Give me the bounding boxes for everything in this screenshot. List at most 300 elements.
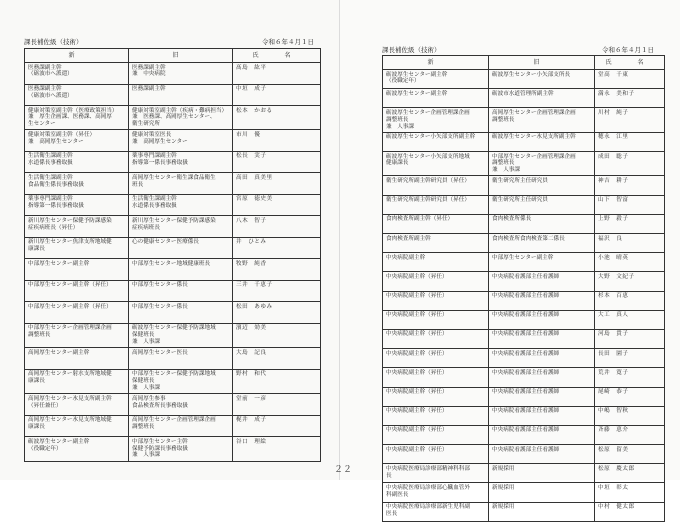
old-position-cell <box>489 132 595 151</box>
new-position-line: 砺波厚生センター副主幹 <box>386 71 448 78</box>
table-row <box>383 70 665 89</box>
new-position-line: 中央病院医療局診療部心臓血管外 <box>386 484 470 491</box>
table-row <box>383 291 665 310</box>
old-position-cell <box>489 272 595 291</box>
new-position-cell <box>25 259 129 281</box>
old-position-cell <box>129 348 233 370</box>
table-row <box>25 394 321 416</box>
old-position-line: 中部厚生センター主幹 <box>132 438 188 445</box>
person-name-cell: 小池 晴英 <box>595 253 665 272</box>
new-position-line: 食肉検査所副主幹（昇任） <box>386 216 454 223</box>
old-position-line: 砺波厚生センター保健予防課地域 <box>132 325 216 332</box>
old-position-line: 心の健康センター医療係長 <box>132 239 199 246</box>
column-header-new: 新 <box>383 56 489 70</box>
person-name-cell: 成田 聡子 <box>595 152 665 176</box>
new-position-cell <box>25 280 129 302</box>
old-position-cell <box>489 387 595 406</box>
old-position-cell <box>129 394 233 416</box>
old-position-cell <box>489 253 595 272</box>
new-position-line: 兼 高岡厚生センター <box>28 138 84 145</box>
new-position-cell <box>383 368 489 387</box>
new-position-cell <box>383 464 489 483</box>
new-position-cell <box>25 237 129 259</box>
new-position-line: 高岡厚生センター射水支所地域健 <box>28 371 112 378</box>
table-row <box>25 173 321 195</box>
old-position-line: 中央病院看護部主任看護師 <box>492 293 560 300</box>
old-position-cell <box>129 302 233 324</box>
left-page-title: 課長補佐級（技術） <box>24 38 83 46</box>
person-name-cell: 高田 真美里 <box>233 173 321 195</box>
table-row <box>383 425 665 444</box>
table-row <box>383 502 665 521</box>
old-position-line: 調整班長 <box>132 424 155 431</box>
new-position-cell <box>25 302 129 324</box>
table-row <box>383 253 665 272</box>
old-position-cell <box>489 214 595 233</box>
old-position-line: 中央病院看護部主任看護師 <box>492 408 560 415</box>
new-position-cell <box>25 348 129 370</box>
person-name-cell: 上野 殺子 <box>595 214 665 233</box>
new-position-line: 中部厚生センター副主幹（昇任） <box>28 282 112 289</box>
old-position-cell <box>129 369 233 393</box>
new-position-line: 薬事専門課副主幹 <box>28 196 73 203</box>
person-name-cell: 谷口 理絵 <box>233 437 321 461</box>
person-name-cell: 斉藤 恵介 <box>595 425 665 444</box>
table-row <box>383 214 665 233</box>
right-table-body <box>383 70 665 522</box>
new-position-line: 健康対策室副主幹（昇任） <box>28 131 96 138</box>
old-position-line: 中央病院看護部主任看護師 <box>492 331 560 338</box>
new-position-cell <box>25 84 129 106</box>
new-position-line: 中央病院副主幹 <box>386 254 426 261</box>
old-position-line: 中部厚生センター係長 <box>132 303 188 310</box>
old-position-line: 兼 人事課 <box>132 339 160 346</box>
new-position-line: 中央病院副主幹（昇任） <box>386 350 448 357</box>
new-position-line: 高岡厚生センター氷見支所副主幹 <box>28 395 112 402</box>
person-name-cell: 松田 あゆみ <box>233 302 321 324</box>
table-row <box>383 349 665 368</box>
old-position-line: 食肉検査所食肉検査第二係長 <box>492 235 565 242</box>
old-position-line: 高岡厚生センター企画管理課企画 <box>492 109 576 116</box>
new-position-cell <box>383 253 489 272</box>
old-position-line: 兼 中央病院 <box>132 71 166 78</box>
new-position-cell <box>383 234 489 253</box>
old-position-line: 症疾病班長 <box>132 224 160 231</box>
new-position-line: 医長 <box>386 510 398 517</box>
new-position-line: （役職定年） <box>386 78 420 85</box>
column-header-name: 氏 名 <box>233 49 321 63</box>
old-position-line: 中央病院看護部主任看護師 <box>492 369 560 376</box>
person-name-cell: 神吉 耕子 <box>595 176 665 195</box>
old-position-line: 水道係長事務取扱 <box>132 203 177 210</box>
person-name-cell: 穂永 江里 <box>595 132 665 151</box>
old-position-cell <box>129 237 233 259</box>
old-position-cell <box>129 194 233 216</box>
old-position-cell <box>489 329 595 348</box>
table-row <box>25 130 321 152</box>
old-position-line: 中部厚生センター地域健康班長 <box>132 260 211 267</box>
old-position-cell <box>129 106 233 130</box>
new-position-line: 中央病院副主幹（昇任） <box>386 427 448 434</box>
old-position-cell <box>489 310 595 329</box>
table-row <box>383 108 665 132</box>
old-position-cell <box>489 70 595 89</box>
left-page-date: 令和６年４月１日 <box>262 38 314 46</box>
new-position-line: 新川厚生センター魚津支所地域健 <box>28 239 112 246</box>
old-position-line: 中央病院看護部主任看護師 <box>492 350 560 357</box>
new-position-line: 砺波厚生センター小矢部支所副主幹 <box>386 134 476 141</box>
new-position-line: 衛生研究所副主幹研究員（昇任） <box>386 197 470 204</box>
new-position-cell <box>383 406 489 425</box>
table-row <box>383 234 665 253</box>
old-position-line: 指導第一係長事務取扱 <box>132 160 188 167</box>
new-position-cell <box>25 437 129 461</box>
table-row <box>25 323 321 347</box>
table-row <box>383 272 665 291</box>
person-name-cell: 河島 貴子 <box>595 329 665 348</box>
table-row <box>383 464 665 483</box>
old-position-line: 衛生研究所主任研究員 <box>492 197 548 204</box>
table-row <box>25 369 321 393</box>
new-position-line: 砺波厚生センター企画管理課企画 <box>386 109 470 116</box>
person-name-cell: 大島 記良 <box>233 348 321 370</box>
old-position-line: 新規採用 <box>492 504 515 511</box>
person-name-cell: 八木 智子 <box>233 216 321 238</box>
new-position-line: 中央病院副主幹（昇任） <box>386 408 448 415</box>
person-name-cell: 松長 実子 <box>233 151 321 173</box>
old-position-line: 保健班長 <box>132 378 155 385</box>
old-position-line: 砺波市水道管理所副主幹 <box>492 90 554 97</box>
old-position-line: 高岡厚生センター企画管理課企画 <box>132 417 216 424</box>
new-position-line: 生センター <box>28 121 56 128</box>
left-personnel-table <box>24 48 321 462</box>
table-row <box>383 368 665 387</box>
new-position-line: 調整班長 <box>28 332 51 339</box>
person-name-cell: 中垣 彰太 <box>595 483 665 502</box>
table-row <box>25 151 321 173</box>
new-position-line: 健康対策室副主幹（医療政策担当） <box>28 107 118 114</box>
table-row <box>383 445 665 464</box>
table-row <box>383 387 665 406</box>
person-name-cell: 梶井 成子 <box>233 415 321 437</box>
old-position-cell <box>129 280 233 302</box>
new-position-cell <box>383 502 489 521</box>
old-position-line: 班長 <box>132 181 144 188</box>
table-row <box>25 63 321 85</box>
old-position-line: 兼 高岡厚生センター <box>132 138 188 145</box>
new-position-line: 康課長 <box>28 246 45 253</box>
old-position-line: 兼 人事課 <box>492 167 520 174</box>
right-page-date: 令和６年４月１日 <box>602 46 654 54</box>
table-row <box>25 216 321 238</box>
new-position-cell <box>383 272 489 291</box>
new-position-line: 中央病院医療局診療部新生児科副 <box>386 504 470 511</box>
new-position-cell <box>383 89 489 108</box>
new-position-line: 症疾病班長（昇任） <box>28 224 79 231</box>
new-position-line: 調整班長 <box>386 116 409 123</box>
old-position-line: 中央病院看護部主任看護師 <box>492 273 560 280</box>
old-position-line: 砺波厚生センター小矢部支所長 <box>492 71 571 78</box>
old-position-line: 新規採用 <box>492 465 515 472</box>
table-row <box>25 259 321 281</box>
table-row <box>383 329 665 348</box>
table-row <box>383 406 665 425</box>
new-position-cell <box>383 310 489 329</box>
new-position-line: 中央病院副主幹（昇任） <box>386 273 448 280</box>
old-position-line: 健康対策室副主幹（疾病・難病担当） <box>132 107 228 114</box>
table-row <box>25 280 321 302</box>
old-position-line: 新規採用 <box>492 484 515 491</box>
new-position-line: 長 <box>386 472 392 479</box>
old-position-cell <box>489 176 595 195</box>
right-page-title: 課長補佐級（技術） <box>382 46 441 54</box>
left-page <box>0 0 340 480</box>
old-position-line: 中部厚生センター副主幹 <box>492 254 554 261</box>
table-row <box>383 132 665 151</box>
new-position-line: 砺波厚生センター副主幹 <box>386 90 448 97</box>
old-position-cell <box>489 349 595 368</box>
old-position-cell <box>129 130 233 152</box>
new-position-line: 康課長 <box>28 424 45 431</box>
new-position-line: 生活衛生課副主幹 <box>28 153 73 160</box>
new-position-line: 新川厚生センター保健予防課感染 <box>28 217 112 224</box>
person-name-cell: 中嶋 智秋 <box>595 406 665 425</box>
old-position-cell <box>129 415 233 437</box>
old-position-line: 中央病院看護部主任看護師 <box>492 312 560 319</box>
old-position-line: 保健班長 <box>132 332 155 339</box>
new-position-line: 中央病院副主幹（昇任） <box>386 389 448 395</box>
old-position-cell <box>489 425 595 444</box>
new-position-cell <box>383 329 489 348</box>
old-position-line: 中央病院看護部主任看護師 <box>492 427 560 434</box>
old-position-cell <box>129 323 233 347</box>
person-name-cell: 尾崎 恭子 <box>595 387 665 406</box>
table-row <box>25 84 321 106</box>
new-position-line: 康課長 <box>28 378 45 385</box>
old-position-cell <box>489 368 595 387</box>
old-position-line: 砺波厚生センター氷見支所副主幹 <box>492 134 576 141</box>
old-position-line: 中央病院看護部主任看護師 <box>492 446 560 453</box>
table-row <box>383 152 665 176</box>
old-position-line: 食肉検査所係長 <box>492 216 532 223</box>
table-header-row <box>383 56 665 70</box>
new-position-line: 食品衛生係長事務取扱 <box>28 181 84 188</box>
new-position-line: 中央病院副主幹（昇任） <box>386 293 448 300</box>
table-row <box>25 106 321 130</box>
old-position-cell <box>489 234 595 253</box>
table-row <box>25 302 321 324</box>
new-position-cell <box>383 387 489 406</box>
old-position-cell <box>489 291 595 310</box>
person-name-cell: 松原 慶太郎 <box>595 464 665 483</box>
new-position-cell <box>383 152 489 176</box>
column-header-old: 旧 <box>489 56 595 70</box>
person-name-cell: 井 ひとみ <box>233 237 321 259</box>
old-position-cell <box>129 84 233 106</box>
old-position-line: 衛生研究所主任研究員 <box>492 177 548 184</box>
new-position-cell <box>383 445 489 464</box>
person-name-cell: 髙島 紘平 <box>233 63 321 85</box>
old-position-cell <box>489 406 595 425</box>
old-position-line: 調整班長 <box>492 116 515 123</box>
old-position-cell <box>489 445 595 464</box>
new-position-line: 衛生研究所副主幹研究員（昇任） <box>386 177 470 184</box>
old-position-line: 中部厚生センター係長 <box>132 282 188 289</box>
person-name-cell: 濱辺 効美 <box>233 323 321 347</box>
person-name-cell: 野村 和代 <box>233 369 321 393</box>
new-position-cell <box>25 323 129 347</box>
new-position-line: 中央病院副主幹（昇任） <box>386 331 448 338</box>
new-position-line: 中部厚生センター企画管理課企画 <box>28 325 112 332</box>
person-name-cell: 市川 優 <box>233 130 321 152</box>
old-position-line: 医務課副主幹 <box>132 86 166 92</box>
new-position-line: 中央病院副主幹（昇任） <box>386 369 448 376</box>
person-name-cell: 川村 純子 <box>595 108 665 132</box>
new-position-line: 兼 人事課 <box>386 123 414 130</box>
new-position-cell <box>383 108 489 132</box>
person-name-cell: 牧野 純香 <box>233 259 321 281</box>
person-name-cell: 満永 美和子 <box>595 89 665 108</box>
column-header-name: 氏 名 <box>595 56 665 70</box>
new-position-line: 砺波厚生センター副主幹 <box>28 438 90 445</box>
new-position-cell <box>25 194 129 216</box>
new-position-cell <box>383 70 489 89</box>
new-position-line: 健康課長 <box>386 160 409 167</box>
person-name-cell: 大工 真人 <box>595 310 665 329</box>
left-table-body <box>25 63 321 462</box>
new-position-line: （砺波市へ派遣） <box>28 71 73 78</box>
new-position-cell <box>383 349 489 368</box>
new-position-line: 生活衛生課副主幹 <box>28 174 73 181</box>
page-number: ２２ <box>334 465 353 475</box>
new-position-cell <box>25 130 129 152</box>
table-row <box>25 237 321 259</box>
new-position-line: 高岡厚生センター氷見支所地域健 <box>28 417 112 424</box>
new-position-line: 中部厚生センター副主幹 <box>28 260 90 267</box>
new-position-line: 兼 厚生企画課、医務課、高岡厚 <box>28 114 112 121</box>
old-position-line: 衛生研究所 <box>132 121 160 128</box>
person-name-cell: 中垣 成子 <box>233 84 321 106</box>
new-position-line: 高岡厚生センター副主幹 <box>28 349 90 356</box>
person-name-cell: 宮原 徳史美 <box>233 194 321 216</box>
new-position-line: 砺波厚生センター小矢部支所地域 <box>386 153 470 160</box>
person-name-cell: 長田 園子 <box>595 349 665 368</box>
right-page <box>340 0 680 517</box>
new-position-line: 指導第一係長事務取扱 <box>28 203 84 210</box>
old-position-cell <box>129 63 233 85</box>
new-position-line: 医務課副主幹 <box>28 86 62 92</box>
new-position-line: （砺波市へ派遣） <box>28 92 73 99</box>
person-name-cell: 三井 千恵子 <box>233 280 321 302</box>
table-row <box>383 195 665 214</box>
new-position-cell <box>383 483 489 502</box>
old-position-line: 保健予防課長事務取扱 <box>132 445 188 452</box>
new-position-line: 中央病院副主幹（昇任） <box>386 446 448 453</box>
new-position-cell <box>383 214 489 233</box>
table-row <box>25 348 321 370</box>
table-row <box>383 483 665 502</box>
new-position-cell <box>383 195 489 214</box>
old-position-cell <box>129 437 233 461</box>
person-name-cell: 杉本 百恵 <box>595 291 665 310</box>
new-position-line: 中央病院副主幹（昇任） <box>386 312 448 319</box>
column-header-old: 旧 <box>129 49 233 63</box>
person-name-cell: 山下 智富 <box>595 195 665 214</box>
person-name-cell: 中村 健太郎 <box>595 502 665 521</box>
new-position-line: （昇任兼任） <box>28 402 62 409</box>
old-position-cell <box>129 259 233 281</box>
new-position-line: 中央病院医療局診療部精神科科部 <box>386 465 470 472</box>
new-position-cell <box>25 369 129 393</box>
new-position-cell <box>383 176 489 195</box>
old-position-line: 兼 人事課 <box>132 452 160 459</box>
old-position-line: 兼 医務課、高岡厚生センター、 <box>132 114 216 121</box>
old-position-cell <box>489 152 595 176</box>
person-name-cell: 福沢 良 <box>595 234 665 253</box>
new-position-line: （役職定年） <box>28 445 62 452</box>
new-position-line: 食肉検査所副主幹 <box>386 235 431 242</box>
new-position-line: 科副医長 <box>386 491 409 498</box>
old-position-cell <box>489 195 595 214</box>
old-position-line: 薬事専門課副主幹 <box>132 153 177 160</box>
new-position-cell <box>383 132 489 151</box>
table-row <box>383 310 665 329</box>
old-position-cell <box>129 173 233 195</box>
new-position-cell <box>383 425 489 444</box>
old-position-line: 中央病院看護部主任看護師 <box>492 389 560 395</box>
new-position-cell <box>25 151 129 173</box>
person-name-cell: 松原 留美 <box>595 445 665 464</box>
old-position-line: 医務課副主幹 <box>132 64 166 71</box>
new-position-cell <box>25 106 129 130</box>
old-position-line: 調整班長 <box>492 160 515 167</box>
table-header-row <box>25 49 321 63</box>
person-name-cell: 堂高 千東 <box>595 70 665 89</box>
old-position-line: 高岡厚生センター医長 <box>132 349 188 356</box>
person-name-cell: 堂前 一彦 <box>233 394 321 416</box>
new-position-cell <box>383 291 489 310</box>
old-position-line: 健康対策室医長 <box>132 131 172 138</box>
old-position-line: 兼 人事課 <box>132 385 160 391</box>
new-position-cell <box>25 394 129 416</box>
new-position-line: 医務課副主幹 <box>28 64 62 71</box>
old-position-cell <box>489 502 595 521</box>
old-position-line: 高岡厚生参事 <box>132 395 166 402</box>
old-position-cell <box>489 89 595 108</box>
new-position-cell <box>25 63 129 85</box>
old-position-cell <box>129 151 233 173</box>
old-position-line: 生活衛生課副主幹 <box>132 196 177 203</box>
new-position-line: 水道係長事務取扱 <box>28 160 73 167</box>
person-name-cell: 松本 かおる <box>233 106 321 130</box>
old-position-line: 高岡厚生センター衛生課食品衛生 <box>132 174 216 181</box>
person-name-cell: 大野 文紀子 <box>595 272 665 291</box>
new-position-cell <box>25 415 129 437</box>
table-row <box>25 437 321 461</box>
new-position-cell <box>25 216 129 238</box>
table-row <box>25 415 321 437</box>
new-position-cell <box>25 173 129 195</box>
table-row <box>383 89 665 108</box>
old-position-line: 中部厚生センター保健予防課地域 <box>132 371 216 378</box>
table-row <box>25 194 321 216</box>
right-personnel-table <box>382 55 665 522</box>
table-row <box>383 176 665 195</box>
old-position-cell <box>489 464 595 483</box>
old-position-cell <box>489 483 595 502</box>
old-position-line: 食品検査所長事務取扱 <box>132 402 188 409</box>
new-position-line: 中部厚生センター副主幹（昇任） <box>28 303 112 310</box>
